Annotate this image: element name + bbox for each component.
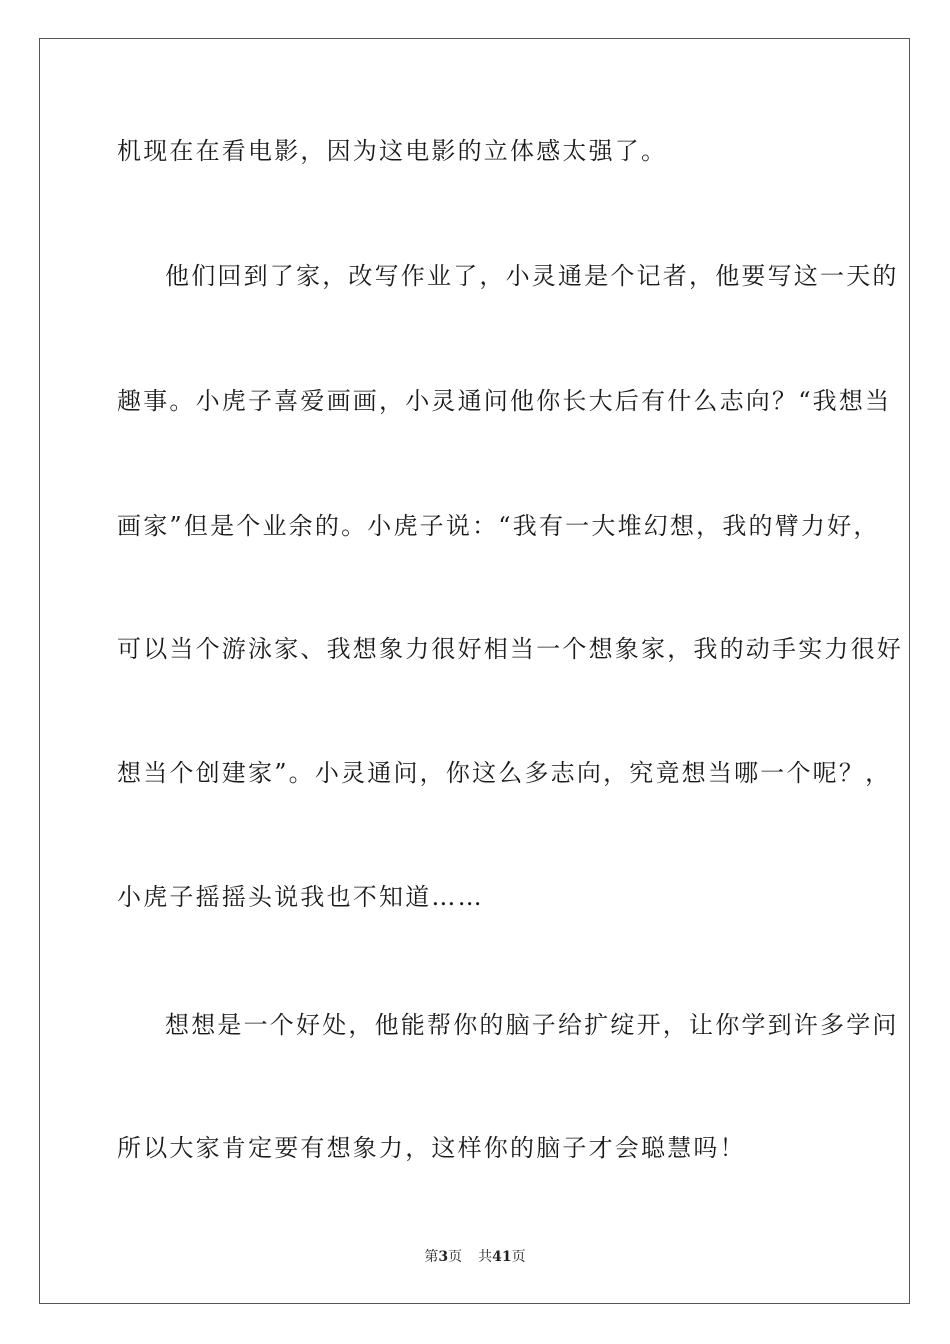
page-suffix: 页: [448, 1249, 463, 1265]
paragraph-start-line: 想想是一个好处，他能帮你的脑子给扩绽开，让你学到许多学问: [165, 1011, 899, 1039]
page-number: 3: [438, 1249, 449, 1265]
page-border: [39, 38, 910, 1304]
text-line: 可以当个游泳家、我想象力很好相当一个想象家，我的动手实力很好: [117, 635, 903, 663]
total-suffix: 页: [511, 1249, 526, 1265]
page-prefix: 第: [424, 1249, 439, 1265]
paragraph-start-line: 他们回到了家，改写作业了，小灵通是个记者，他要写这一天的: [165, 262, 899, 290]
total-pages: 41: [492, 1249, 512, 1265]
text-line: 画家”但是个业余的。小虎子说：“我有一大堆幻想，我的臂力好，: [117, 512, 880, 540]
text-line: 想当个创建家”。小灵通问，你这么多志向，究竟想当哪一个呢？，: [117, 759, 892, 787]
text-line: 趣事。小虎子喜爱画画，小灵通问他你长大后有什么志向？“我想当: [117, 387, 892, 415]
text-line: 所以大家肯定要有想象力，这样你的脑子才会聪慧吗！: [117, 1134, 746, 1162]
total-prefix: 共: [478, 1249, 493, 1265]
page-footer: [0, 1248, 950, 1266]
text-line: 机现在在看电影，因为这电影的立体感太强了。: [117, 137, 668, 165]
text-line: 小虎子摇摇头说我也不知道……: [117, 883, 484, 911]
